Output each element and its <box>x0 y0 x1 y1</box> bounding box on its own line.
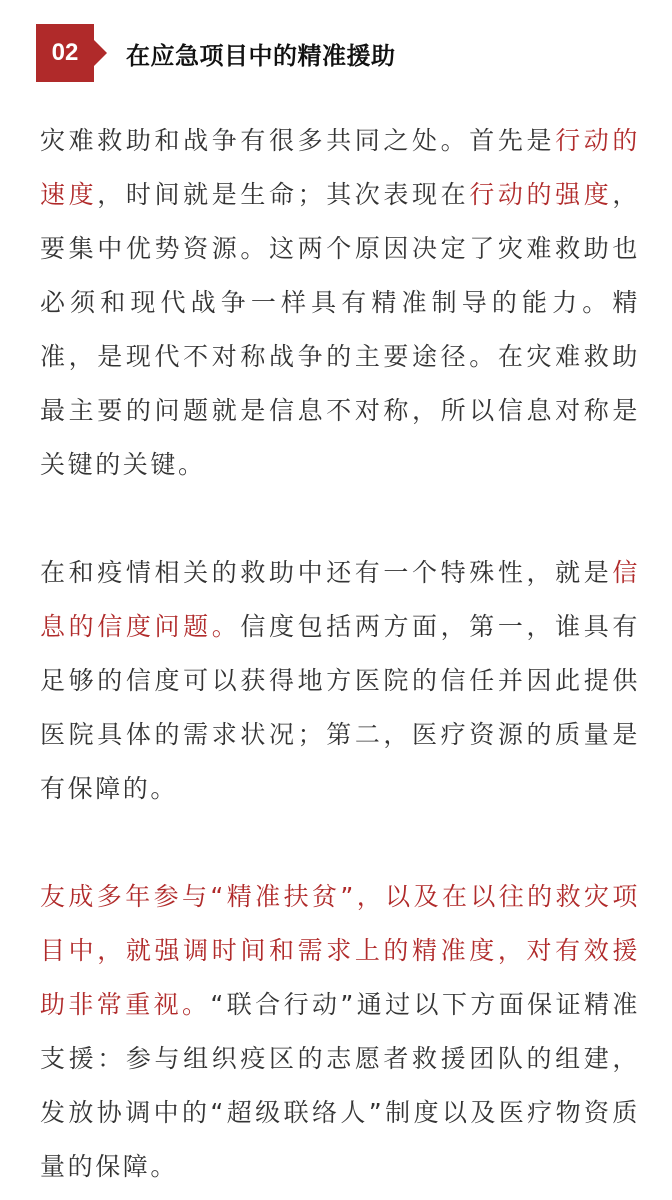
section-number-badge <box>36 24 94 82</box>
badge-arrow-icon <box>94 40 107 66</box>
article-body <box>40 114 640 1194</box>
section-number: 02 <box>51 39 79 66</box>
text-segment: 在和疫情相关的救助中还有一个特殊性，就是 <box>40 558 613 587</box>
text-segment: ，时间就是生命；其次表现在 <box>97 180 470 209</box>
paragraph-2 <box>40 546 640 816</box>
text-segment: 信度包括两方面，第一，谁具有足够的信度可以获得地方医院的信任并因此提供医院具体的需求状况；第二，医疗资源的质量是有保障的。 <box>40 612 640 803</box>
section-header <box>36 24 396 82</box>
highlight-segment: 行动的速度 <box>40 126 640 209</box>
highlight-segment: 友成多年参与“精准扶贫”，以及在以往的救灾项目中，就强调时间和需求上的精准度，对有效援助非常重视。 <box>40 882 640 1019</box>
paragraph-3 <box>40 870 640 1194</box>
paragraph-1 <box>40 114 640 492</box>
text-segment: “联合行动”通过以下方面保证精准支援：参与组织疫区的志愿者救援团队的组建，发放协调中的“超级联络人”制度以及医疗物资质量的保障。 <box>40 990 640 1181</box>
highlight-segment: 信息的信度问题。 <box>40 558 640 641</box>
highlight-segment: 行动的强度 <box>469 180 613 209</box>
text-segment: ，要集中优势资源。这两个原因决定了灾难救助也必须和现代战争一样具有精准制导的能力。精准，是现代不对称战争的主要途径。在灾难救助最主要的问题就是信息不对称，所以信息对称是关键的关键。 <box>40 180 640 479</box>
section-title: 在应急项目中的精准援助 <box>126 41 396 70</box>
text-segment: 灾难救助和战争有很多共同之处。首先是 <box>40 126 556 155</box>
